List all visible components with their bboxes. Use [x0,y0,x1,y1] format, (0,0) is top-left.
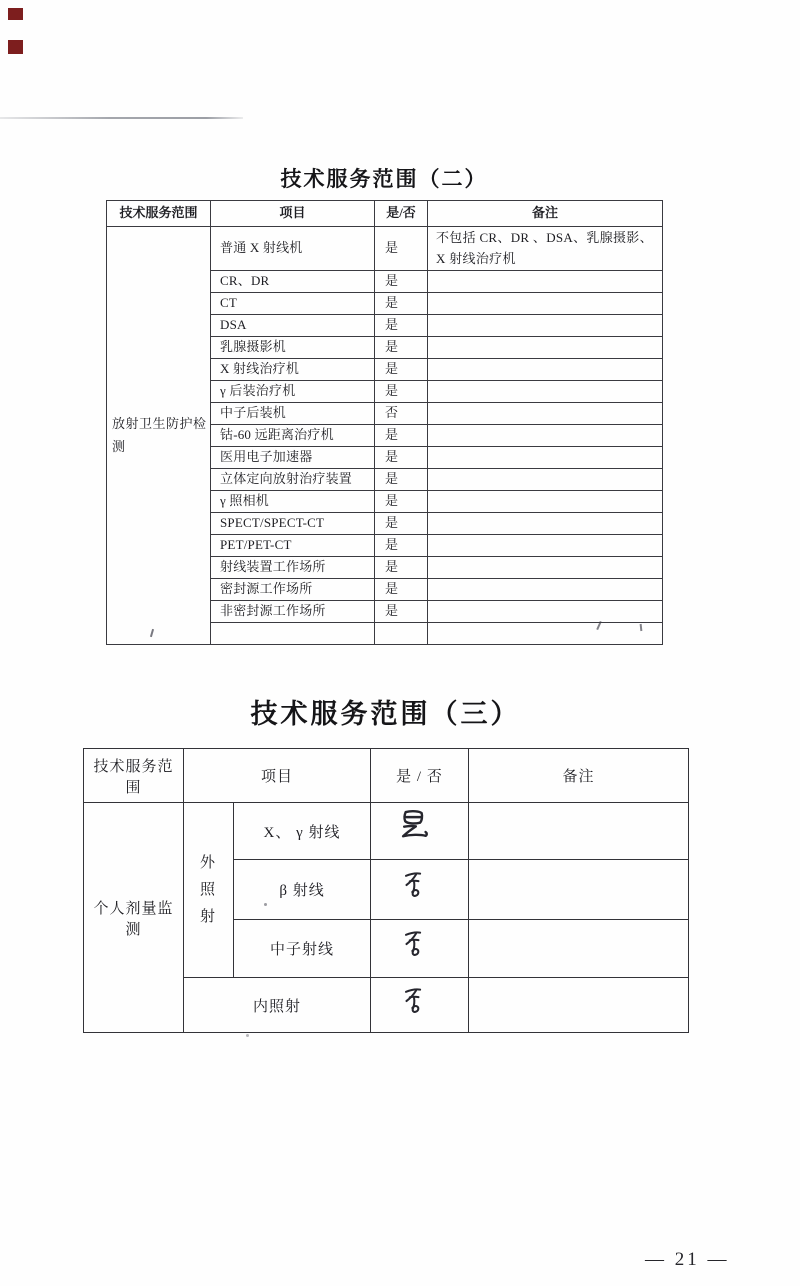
table2-remark-cell [469,860,689,920]
table1-header-yesno: 是/否 [375,201,428,227]
table1-remark-cell [428,271,663,293]
table1-yesno-cell: 是 [375,447,428,469]
table2-answer-cell [371,920,469,978]
table2-internal-exposure-cell: 内照射 [184,978,371,1033]
table1-item-cell: 普通 X 射线机 [211,227,375,271]
table1-yesno-cell: 是 [375,293,428,315]
table1-header-scope: 技术服务范围 [107,201,211,227]
table1-remark-cell [428,315,663,337]
section2-title: 技术服务范围（二） [280,168,488,191]
table1-remark-cell [428,359,663,381]
table2-remark-cell [469,803,689,860]
table1-remark-cell [428,425,663,447]
table1-item-cell: PET/PET-CT [211,535,375,557]
table1-remark-cell [428,337,663,359]
table2-item-cell: β 射线 [234,860,371,920]
table2-answer-cell [371,860,469,920]
table1-yesno-cell: 是 [375,359,428,381]
table2-item-cell: 中子射线 [234,920,371,978]
table2-row [84,803,689,860]
table1-row [107,227,663,271]
table2-remark-cell [469,978,689,1033]
table1-yesno-cell: 是 [375,491,428,513]
table2-header-remark: 备注 [469,749,689,803]
table1-item-cell: γ 照相机 [211,491,375,513]
table1-item-cell: 射线装置工作场所 [211,557,375,579]
table1-remark-cell [428,623,663,645]
service-scope-table-3 [83,748,689,1033]
table1-item-cell: SPECT/SPECT-CT [211,513,375,535]
table2-remark-cell [469,920,689,978]
table1-item-cell: 中子后装机 [211,403,375,425]
table1-remark-cell [428,491,663,513]
table2-item-cell: X、 γ 射线 [234,803,371,860]
table1-header-remark: 备注 [428,201,663,227]
table1-yesno-cell: 是 [375,557,428,579]
table1-item-cell: X 射线治疗机 [211,359,375,381]
table1-item-cell: 钴-60 远距离治疗机 [211,425,375,447]
table1-yesno-cell: 是 [375,337,428,359]
table1-header-row [107,201,663,227]
table1-remark-cell [428,601,663,623]
table1-yesno-cell: 是 [375,579,428,601]
table1-item-cell: CT [211,293,375,315]
table1-item-cell [211,623,375,645]
table1-yesno-cell: 是 [375,469,428,491]
table1-remark-cell [428,535,663,557]
handwritten-answer [397,982,433,1024]
scan-artifact-line [0,117,243,119]
table2-header-item: 项目 [184,749,371,803]
table1-item-cell: 乳腺摄影机 [211,337,375,359]
table1-yesno-cell: 是 [375,535,428,557]
table1-item-cell: γ 后装治疗机 [211,381,375,403]
table1-yesno-cell: 是 [375,513,428,535]
table1-yesno-cell: 是 [375,271,428,293]
table1-remark-cell [428,579,663,601]
table1-scope-cell: 放射卫生防护检测 [107,227,211,645]
table1-item-cell: DSA [211,315,375,337]
table1-header-item: 项目 [211,201,375,227]
table1-remark-cell [428,557,663,579]
table1-item-cell: CR、DR [211,271,375,293]
table1-item-cell: 医用电子加速器 [211,447,375,469]
table2-header-yesno: 是 / 否 [371,749,469,803]
table1-remark-cell [428,403,663,425]
section3-title: 技术服务范围（三） [250,699,521,729]
table1-yesno-cell: 是 [375,425,428,447]
handwritten-answer [394,806,434,851]
table1-yesno-cell: 是 [375,227,428,271]
table1-item-cell: 立体定向放射治疗装置 [211,469,375,491]
table1-yesno-cell [375,623,428,645]
table2-header-row [84,749,689,803]
table1-remark-cell [428,293,663,315]
table1-yesno-cell: 否 [375,403,428,425]
page-number: — 21 — [645,1249,730,1270]
table1-item-cell: 非密封源工作场所 [211,601,375,623]
table1-item-cell: 密封源工作场所 [211,579,375,601]
table1-remark-cell: 不包括 CR、DR 、DSA、乳腺摄影、 X 射线治疗机 [428,227,663,271]
table2-answer-cell [371,803,469,860]
table1-remark-cell [428,381,663,403]
table1-remark-cell [428,513,663,535]
handwritten-answer [397,867,433,909]
ink-speck [246,1034,249,1037]
red-registration-mark [8,40,23,54]
table2-external-exposure-cell: 外 照 射 [184,803,234,978]
handwritten-answer [397,926,433,968]
table1-yesno-cell: 是 [375,601,428,623]
service-scope-table-2 [106,200,663,645]
table1-remark-cell [428,469,663,491]
table2-scope-cell: 个人剂量监测 [84,803,184,1033]
table2-header-scope: 技术服务范围 [84,749,184,803]
table1-yesno-cell: 是 [375,315,428,337]
table1-remark-cell [428,447,663,469]
table1-yesno-cell: 是 [375,381,428,403]
table1-body [107,201,663,645]
table2-answer-cell [371,978,469,1033]
red-registration-mark [8,8,23,20]
